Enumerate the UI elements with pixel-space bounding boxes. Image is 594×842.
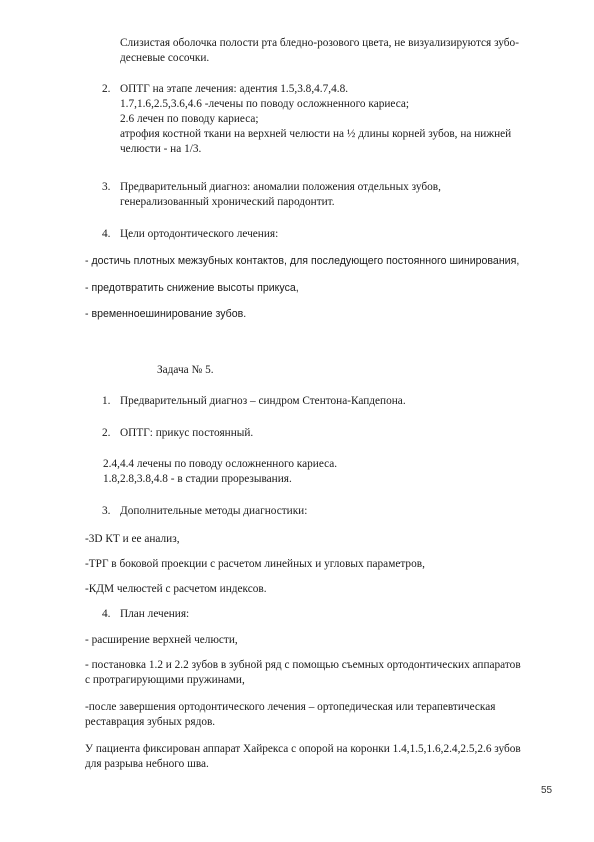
text-line: План лечения: [120,608,190,620]
list-number: 2. [102,427,111,439]
text-line: Предварительный диагноз – синдром Стентона-Капдепона. [120,395,406,407]
list-item: - предотвратить снижение высоты прикуса, [85,282,299,294]
text-line: 2.6 лечен по поводу кариеса; [120,113,259,125]
text-line: Цели ортодонтического лечения: [120,228,279,240]
list-number: 4. [102,228,111,240]
list-item: -после завершения ортодонтического лечения – ортопедическая или терапевтическая [85,701,496,713]
text-line: ОПТГ на этапе лечения: адентия 1.5,3.8,4.7,4.8. [120,83,349,95]
list-number: 3. [102,181,111,193]
text-line: ОПТГ: прикус постоянный. [120,427,254,439]
text-line: с протрагирующими пружинами, [85,674,245,686]
text-line: генерализованный хронический пародонтит. [120,196,335,208]
list-item: -3D КТ и ее анализ, [85,533,180,545]
list-number: 3. [102,505,111,517]
list-item: - достичь плотных межзубных контактов, для последующего постоянного шинирования, [85,255,520,267]
list-number: 4. [102,608,111,620]
text-line: реставрация зубных рядов. [85,716,216,728]
list-item: - расширение верхней челюсти, [85,634,238,646]
text-line: 1.7,1.6,2.5,3.6,4.6 -лечены по поводу осложненного кариеса; [120,98,410,110]
text-line: У пациента фиксирован аппарат Хайрекса с опорой на коронки 1.4,1.5,1.6,2.4,2.5,2.6 зубов [85,743,521,755]
text-line: 1.8,2.8,3.8,4.8 - в стадии прорезывания. [103,473,292,485]
text-line: Дополнительные методы диагностики: [120,505,308,517]
text-line: десневые сосочки. [120,52,210,64]
list-item: - постановка 1.2 и 2.2 зубов в зубной ряд с помощью съемных ортодонтических аппаратов [85,659,521,671]
list-item: - временноешинирование зубов. [85,308,247,320]
text-line: Предварительный диагноз: аномалии положения отдельных зубов, [120,181,441,193]
list-item: -КДМ челюстей с расчетом индексов. [85,583,267,595]
page-number: 55 [541,785,553,796]
text-line: для разрыва небного шва. [85,758,209,770]
task-title: Задача № 5. [157,364,214,376]
list-item: -ТРГ в боковой проекции с расчетом линейных и угловых параметров, [85,558,425,570]
list-number: 2. [102,83,111,95]
text-line: Слизистая оболочка полости рта бледно-розового цвета, не визуализируются зубо- [120,37,519,49]
text-line: атрофия костной ткани на верхней челюсти на ½ длины корней зубов, на нижней [120,128,512,140]
list-number: 1. [102,395,111,407]
text-line: 2.4,4.4 лечены по поводу осложненного кариеса. [103,458,338,470]
text-line: челюсти - на 1/3. [120,143,202,155]
